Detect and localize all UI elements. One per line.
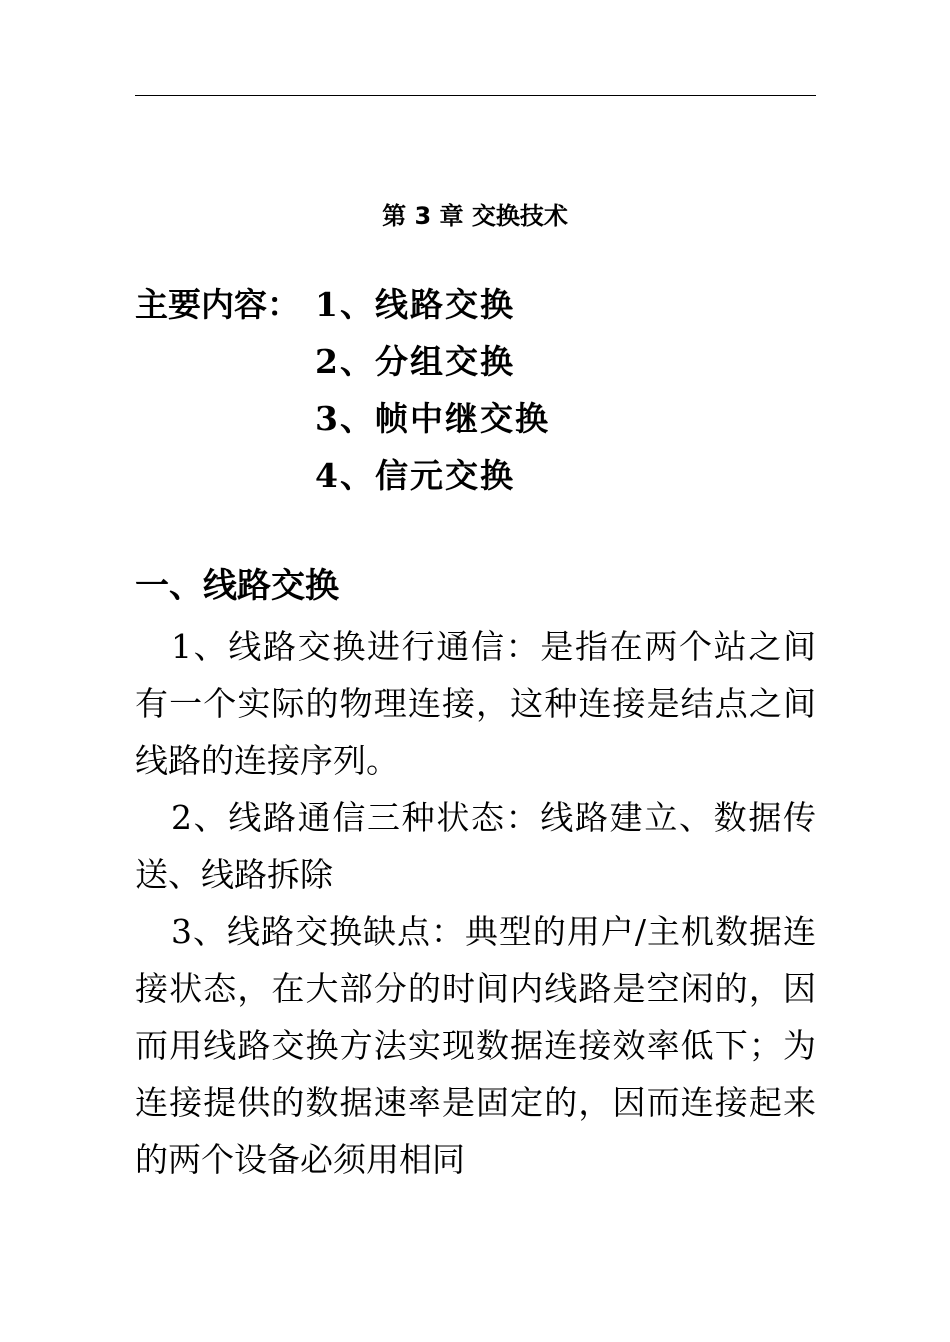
chapter-title: 第 3 章 交换技术	[382, 202, 568, 230]
contents-row	[135, 333, 835, 390]
contents-label: 主要内容：	[135, 285, 300, 324]
section-heading: 一、线路交换	[135, 566, 339, 606]
contents-item: 4、信元交换	[315, 456, 515, 495]
contents-row	[135, 447, 835, 504]
body-paragraph: 3、线路交换缺点：典型的用户/主机数据连接状态，在大部分的时间内线路是空闲的，因而用线路交换方法实现数据连接效率低下；为连接提供的数据速率是固定的，因而连接起来的两个设备必须用相同	[135, 912, 816, 1179]
contents-row	[135, 276, 835, 333]
contents-row	[135, 390, 835, 447]
contents-list	[135, 276, 835, 504]
header-rule	[135, 95, 816, 96]
contents-item: 2、分组交换	[315, 342, 515, 381]
contents-item: 1、线路交换	[315, 285, 515, 324]
contents-item: 3、帧中继交换	[315, 399, 550, 438]
section-body	[135, 618, 816, 1188]
body-paragraph: 2、线路通信三种状态：线路建立、数据传送、线路拆除	[135, 798, 816, 894]
body-paragraph: 1、线路交换进行通信：是指在两个站之间有一个实际的物理连接，这种连接是结点之间线路的连接序列。	[135, 627, 816, 780]
